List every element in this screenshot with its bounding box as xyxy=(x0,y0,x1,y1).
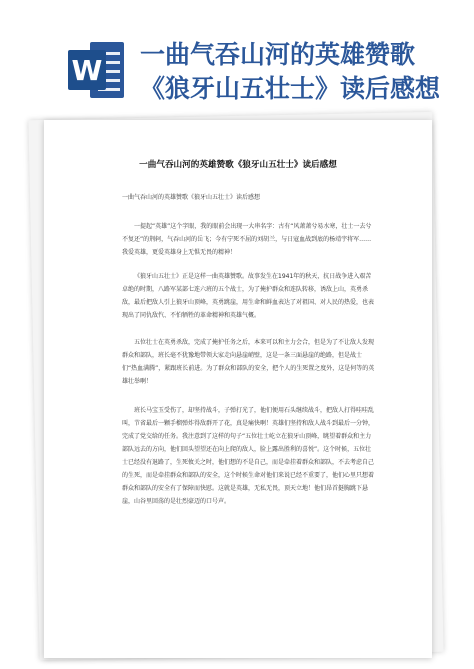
paragraph-4: 班长马宝玉受伤了，却坚持战斗，子弹打光了，他们便用石头继续战斗，把敌人打得哇哇乱叫，节省最后一颗手榴弹炸得敌群开了花，真是痛快啊！英雄们坚持和敌人战斗到最后一分钟，完成了党交给的任务。我注意到了这样的句子“五位壮士屹立在狼牙山顶峰，眺望着群众和主力部队远去的方向，他们回头望望还在向上爬的敌人，脸上露出胜利的喜悦”。这个时候，五位壮士已经没有退路了，生死攸关之时，他们想的不是自己，而是牵挂着群众和部队，不去考虑自己的生死，而是牵挂群众和部队的安全，这个时候生命对他们来说已经不重要了，他们心里只想着群众和部队的安全有了保障而快慰。这就是英雄，无私无畏，顶天立地！他们昂首挺胸跳下悬崖，山谷里回荡的是壮烈豪迈的口号声。 xyxy=(122,407,375,505)
paragraph-1: 一提起“英雄”这个字眼，我的眼前会出现一大串名字：古有“风萧萧兮易水寒，壮士一去兮不复还”的荆轲，气吞山河的岳飞；今有宁死不屈的刘胡兰，与日寇血战到底的杨靖宇将军……我爱英雄，更爱英雄身上无惧无畏的精神！ xyxy=(122,223,372,256)
document-title: 一曲气吞山河的英雄赞歌《狼牙山五壮士》读后感想 xyxy=(139,160,337,170)
document-page xyxy=(44,120,432,658)
paragraph-2: 《狼牙山五壮士》正是这样一曲英雄赞歌。故事发生在1941年的秋天，抗日战争进入艰苦卓绝的时期，八路军某部七连六班的五个战士，为了掩护群众和连队转移，诱敌上山，英勇杀敌，最后把敌人引上狼牙山顶峰，英勇跳崖，用生命和鲜血表达了对祖国、对人民的热爱，也表现出了同仇敌忾、不怕牺牲的革命精神和英雄气概。 xyxy=(122,273,375,319)
word-document-icon xyxy=(68,40,126,100)
paragraph-3: 五位壮士在英勇杀敌，完成了掩护任务之后，本来可以和主力会合，但是为了不让敌人发现群众和部队，班长毫不犹豫地带领大家走向悬崖峭壁，这是一条三面悬崖的绝路，但是战士们“热血满腾”，紧跟班长前进。为了群众和部队的安全，把个人的生死置之度外，这是何等的英雄壮举啊！ xyxy=(122,339,375,385)
banner-title: 一曲气吞山河的英雄赞歌《狼牙山五壮士》读后感想 xyxy=(140,40,441,103)
word-icon-letter: W xyxy=(68,50,106,90)
document-subtitle: 一曲气吞山河的英雄赞歌《狼牙山五壮士》读后感想 xyxy=(122,194,261,201)
title-banner xyxy=(0,0,474,118)
